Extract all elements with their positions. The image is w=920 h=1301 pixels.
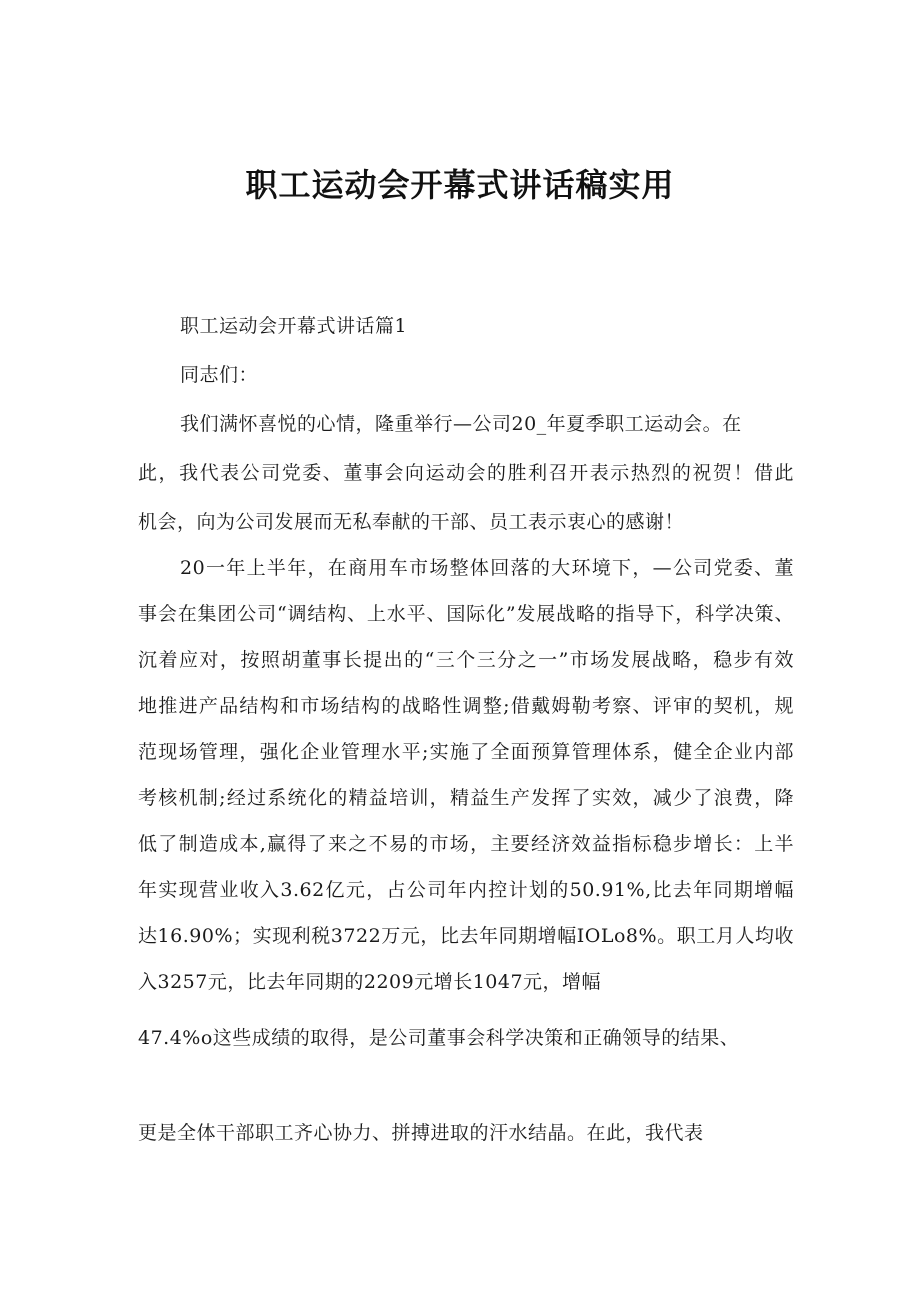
paragraph-line: 更是全体干部职工齐心协力、拼搏进取的汗水结晶。在此，我代表 [138,1122,704,1144]
paragraph-line: 低了制造成本,赢得了来之不易的市场，主要经济效益指标稳步增长：上半 [138,833,794,855]
paragraph-line: 我们满怀喜悦的心情，隆重举行—公司20_年夏季职工运动会。在 [180,413,742,435]
paragraph-line: 事会在集团公司“调结构、上水平、国际化”发展战略的指导下，科学决策、 [138,603,794,625]
paragraph-line: 考核机制;经过系统化的精益培训，精益生产发挥了实效，减少了浪费，降 [138,787,794,809]
document-title: 职工运动会开幕式讲话稿实用 [245,166,675,204]
paragraph-line: 20一年上半年，在商用车市场整体回落的大环境下，—公司党委、董 [180,557,794,579]
paragraph-line: 达16.90%；实现利税3722万元，比去年同期增幅IOLo8%。职工月人均收 [138,925,794,947]
paragraph-line: 此，我代表公司党委、董事会向运动会的胜利召开表示热烈的祝贺！借此 [138,462,794,484]
salutation: 同志们： [180,364,259,386]
paragraph-line: 范现场管理，强化企业管理水平;实施了全面预算管理体系，健全企业内部 [138,741,794,763]
paragraph-line: 年实现营业收入3.62亿元，占公司年内控计划的50.91%,比去年同期增幅 [138,879,794,901]
paragraph-line: 47.4%o这些成绩的取得，是公司董事会科学决策和正确领导的结果、 [138,1027,740,1049]
paragraph-line: 入3257元，比去年同期的2209元增长1047元，增幅 [138,971,602,993]
paragraph-line: 地推进产品结构和市场结构的战略性调整;借戴姆勒考察、评审的契机，规 [138,695,794,717]
section-heading: 职工运动会开幕式讲话篇1 [180,315,408,337]
paragraph-line: 沉着应对，按照胡董事长提出的“三个三分之一”市场发展战略，稳步有效 [138,649,794,671]
paragraph-line: 机会，向为公司发展而无私奉献的干部、员工表示衷心的感谢！ [138,511,685,533]
